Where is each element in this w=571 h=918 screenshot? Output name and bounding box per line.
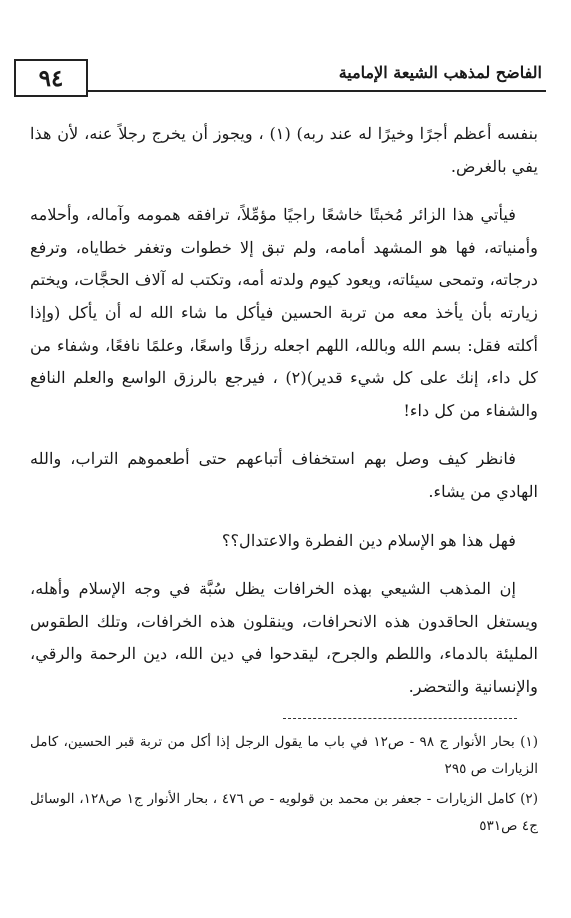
footnote-separator [283,718,517,719]
running-title: الفاضح لمذهب الشيعة الإمامية [338,63,542,82]
paragraph: إن المذهب الشيعي بهذه الخرافات يظل سُبَّة في وجه الإسلام وأهله، ويستغل الحاقدون هذه الانحرافات، وينقلون هذه الخرافات، وتلك الطقوس المليئة بالدماء، واللطم والجرح، ليقدحوا في دين الله، دين الرحمة والرقي، والإنسانية والتحضر. [30,579,538,696]
paragraph: فيأتي هذا الزائر مُخبتًا خاشعًا راجيًا مؤمِّلاً، ترافقه همومه وآماله، وأحلامه وأمنياته، فها هو المشهد أمامه، ولم تبق إلا خطوات وتغفر خطاياه، وترفع درجاته، وتمحى سيئاته، ويعود كيوم ولدته أمه، وتكتب له آلاف الحجَّات، ويختم زيارته بأن يأخذ معه من تربة الحسين فيأكل ما شاء الله له أن يأكل (وإذا أكلته فقل: بسم الله وبالله، اللهم اجعله رزقًا واسعًا، وعلمًا نافعًا، وشفاء من كل داء، إنك على كل شيء قدير)(٢) ، فيرجع بالرزق الواسع والعلم النافع والشفاء من كل داء! [30,205,538,420]
header-rule [88,90,546,92]
paragraph: فانظر كيف وصل بهم استخفاف أتباعهم حتى أطعموهم التراب، والله الهادي من يشاء. [30,449,538,501]
page-number-box [14,59,88,97]
page-number: ٩٤ [38,64,64,92]
footnote: (١) بحار الأنوار ج ٩٨ - ص١٢ في باب ما يقول الرجل إذا أكل من تربة قبر الحسين، كامل الزيارات ص ٢٩٥ [30,734,538,777]
paragraph: بنفسه أعظم أجرًا وخيرًا له عند ربه) (١) ، ويجوز أن يخرج رجلاً عنه، لأن هذا يفي بالغرض. [30,124,538,176]
footnote: (٢) كامل الزيارات - جعفر بن محمد بن قولويه - ص ٤٧٦ ، بحار الأنوار ج١ ص١٢٨، الوسائل ج٤ ص٥٣١ [30,791,539,834]
paragraph-question: فهل هذا هو الإسلام دين الفطرة والاعتدال؟؟ [221,530,516,550]
footnotes [30,729,538,843]
page-header [14,59,546,99]
main-text [30,118,538,720]
